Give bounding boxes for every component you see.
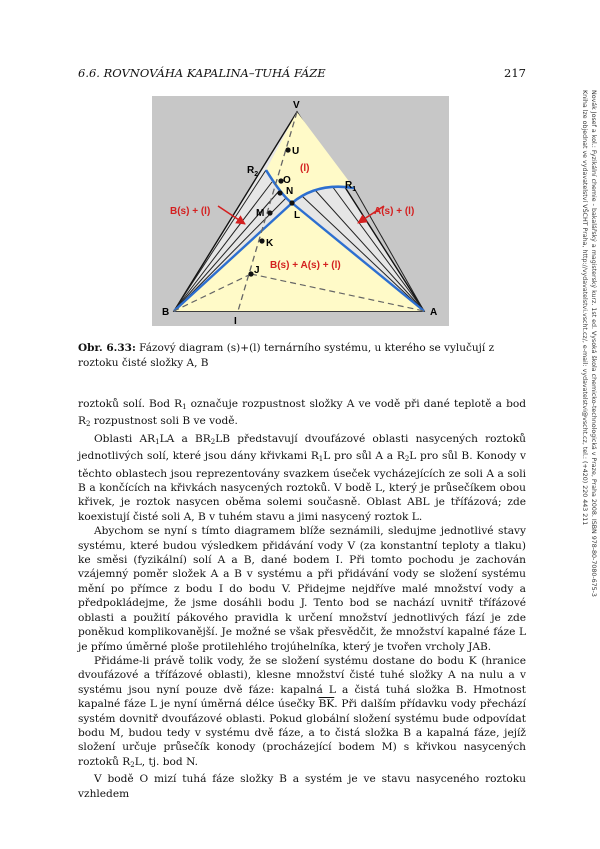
caption-text: Fázový diagram (s)+(l) ternárního systému, u kterého se vylučují z roztoku čisté složky A, B bbox=[78, 342, 495, 369]
label-o: O bbox=[283, 175, 291, 186]
label-m: M bbox=[256, 208, 265, 219]
phase-diagram-figure bbox=[152, 96, 449, 326]
page-number: 217 bbox=[504, 66, 526, 80]
citation-line-2: Kniha lze objednat ve vydavatelství VŠCHT Praha, http://vydavatelstvi.vscht.cz/, e-mail: vydavatelstvi@vscht.cz, tel.: (+420) 220 443 211 bbox=[581, 90, 588, 526]
point-m bbox=[267, 210, 272, 215]
point-u bbox=[285, 147, 290, 152]
label-liquid: (l) bbox=[300, 163, 310, 174]
label-b: B bbox=[162, 307, 170, 318]
label-v: V bbox=[293, 100, 300, 111]
label-i: I bbox=[234, 316, 237, 326]
point-n bbox=[277, 190, 282, 195]
page-header bbox=[78, 66, 526, 80]
label-b-region: B(s) + (l) bbox=[170, 206, 211, 217]
label-three-phase: B(s) + A(s) + (l) bbox=[270, 260, 341, 271]
label-n: N bbox=[286, 186, 294, 197]
point-l bbox=[289, 200, 294, 205]
paragraph-1: roztoků solí. Bod $R_1$ označuje rozpustnost složky A ve vodě při dané teplotě a bod $R_2$ rozpustnost soli B ve vodě. bbox=[78, 398, 527, 429]
label-a-region: A(s) + (l) bbox=[374, 206, 415, 217]
paragraph-2: Oblasti $AR_1LA$ a $BR_2LB$ představují dvoufázové oblasti nasycených roztoků jednotlivých solí, které jsou dány křivkami $R_1L$ pro sůl A a $R_2L$ pro sůl B. Konody v těchto oblastech jsou reprezentovány svazkem úseček vycházejících ze soli A a soli B a končících na křivkách nasycených roztoků. V bodě L, který je průsečíkem obou křivek, je roztok nasycen oběma solemi současně. Oblast ABL je třífázová; zde koexistují čisté soli A, B v tuhém stavu a jimi nasycený roztok L. bbox=[78, 432, 527, 523]
citation-line-1: Novák Josef a kol.: Fyzikální chemie - bakalářský a magisterský kurz. 1st ed. Vysoká škola chemicko-technologická v Praze, Praha 2008. ISBN 978-80-7080-675-3 bbox=[590, 90, 597, 597]
ternary-diagram bbox=[152, 96, 449, 326]
label-r1: $R_1$ bbox=[345, 180, 357, 193]
paragraph-4: Přidáme-li právě tolik vody, že se složení systému dostane do bodu K (hranice dvoufázové a třífázové oblasti), klesne množství čisté tuhé složky A na nulu a v systému jsou nyní pouze dvě fáze: kapalná L a čistá tuhá složka B. Hmotnost kapalné fáze L je nyní úměrná délce úsečky $\overline{BK}$. Při dalším přídavku vody přechází systém dovnitř dvoufázové oblasti. Pokud globální složení systému bude odpovídat bodu M, budou tedy v systému dvě fáze, a to čistá složka B a kapalná fáze, jejíž složení určuje průsečík konody (procházející bodem M) s křivkou nasycených roztoků $R_2L$, tj. bod N. bbox=[78, 654, 527, 769]
label-u: U bbox=[292, 146, 300, 157]
sidebar-citation bbox=[566, 90, 600, 597]
label-l: L bbox=[294, 210, 301, 221]
label-a: A bbox=[430, 307, 438, 318]
figure-caption bbox=[78, 341, 526, 370]
paragraph-3: Abychom se nyní s tímto diagramem blíže seznámili, sledujme jednotlivé stavy systému, které budou výsledkem přidávání vody V (za konstantní teploty a tlaku) ke směsi (fyzikální) solí A a B, dané bodem I. Při tomto pochodu je zachován vzájemný poměr složek A a B v systému a při přidávání vody se složení systému mění po přímce z bodu I do bodu V. Přidejme nejdříve malé množství vody a předpokládejme, že jsme dosáhli bodu J. Tento bod se nachází uvnitř třífázové oblasti a použití pákového pravidla k určení množství jednotlivých fází je zde poněkud komplikovanější. Je možné se však přesvědčit, že množství kapalné fáze L je přímo úměrné ploše protilehlého trojúhelníka, který je tvořen vrcholy JAB. bbox=[78, 525, 526, 653]
point-k bbox=[259, 238, 264, 243]
label-j: J bbox=[254, 265, 260, 276]
caption-label: Obr. 6.33: bbox=[78, 342, 136, 354]
point-j bbox=[248, 271, 253, 276]
label-k: K bbox=[266, 238, 274, 249]
paragraph-5: V bodě O mizí tuhá fáze složky B a systém je ve stavu nasyceného roztoku vzhledem bbox=[78, 773, 526, 800]
label-r2: $R_2$ bbox=[247, 165, 259, 178]
body-text bbox=[78, 397, 526, 801]
section-title: 6.6. ROVNOVÁHA KAPALINA–TUHÁ FÁZE bbox=[78, 66, 326, 80]
